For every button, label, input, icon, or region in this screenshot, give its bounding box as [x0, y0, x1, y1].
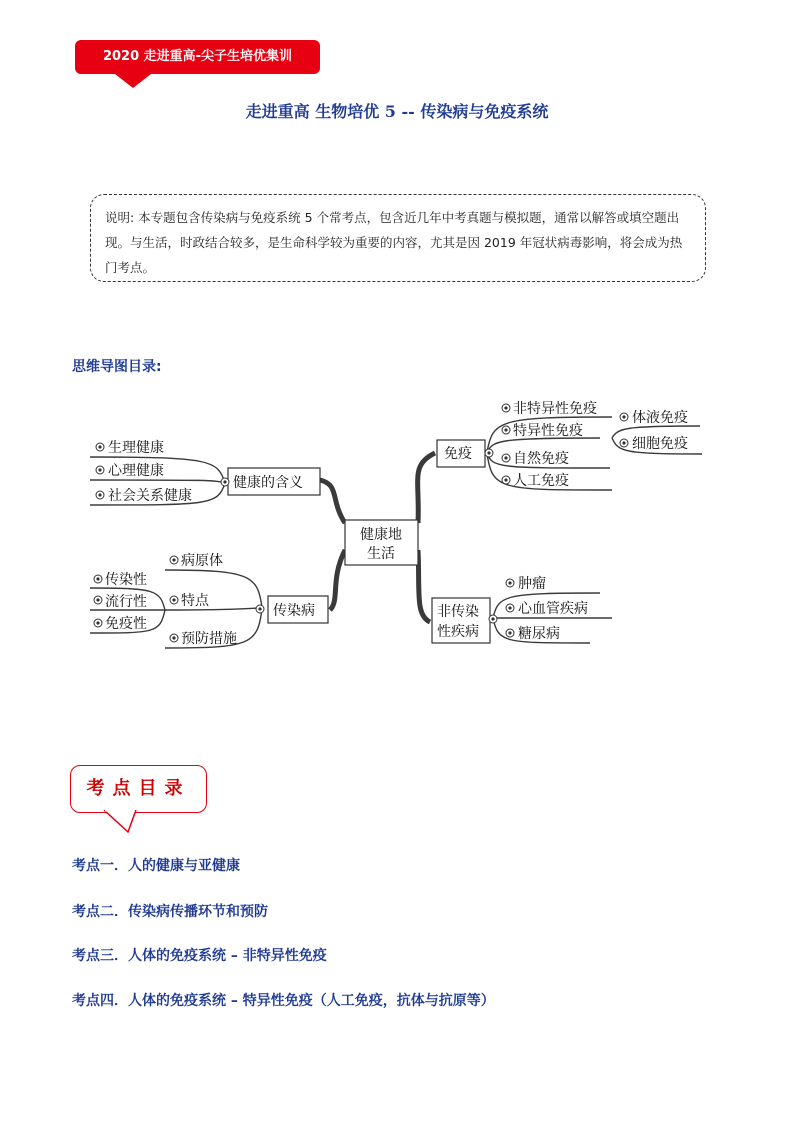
badge-tail: [115, 74, 151, 88]
edge-immunity: [418, 453, 435, 523]
immunity-item: 非特异性免疫: [513, 401, 597, 417]
infectious-item: 预防措施: [181, 631, 237, 647]
center-line-1: 健康地: [360, 527, 402, 543]
immunity-item: 自然免疫: [513, 451, 569, 467]
noninfectious-line-1: 非传染: [437, 604, 479, 620]
noninfectious-item: 心血管疾病: [518, 601, 588, 617]
noninfectious-line-2: 性疾病: [437, 624, 479, 640]
mind-map: [0, 390, 794, 670]
toc-item-3[interactable]: 考点三．人体的免疫系统 – 非特异性免疫: [72, 948, 327, 964]
infectious-item: 特点: [181, 593, 209, 609]
immunity-item: 特异性免疫: [513, 423, 583, 439]
health-label: 健康的含义: [233, 475, 303, 491]
toc-item-2[interactable]: 考点二．传染病传播环节和预防: [72, 904, 268, 920]
toc-item-1[interactable]: 考点一．人的健康与亚健康: [72, 858, 240, 874]
callout-tail: [102, 810, 142, 834]
intro-note: 说明: 本专题包含传染病与免疫系统 5 个常考点，包含近几年中考真题与模拟题，通常以解答或填空题出现。与生活，时政结合较多，是生命科学较为重要的内容，尤其是因 2019 年冠状病毒影响，将会成为热门考点。: [90, 194, 706, 282]
health-item: 心理健康: [108, 463, 164, 479]
feature-item: 流行性: [105, 594, 147, 610]
specific-item: 细胞免疫: [632, 436, 688, 452]
health-item: 生理健康: [108, 440, 164, 456]
series-badge: 2020 走进重高-尖子生培优集训: [75, 40, 320, 74]
edge-infectious: [330, 550, 345, 610]
infectious-item: 病原体: [181, 553, 223, 569]
infectious-label: 传染病: [273, 603, 315, 619]
health-item: 社会关系健康: [108, 488, 192, 504]
toc-item-4[interactable]: 考点四．人体的免疫系统 – 特异性免疫（人工免疫，抗体与抗原等）: [72, 993, 495, 1009]
toc-callout: 考点目录: [70, 765, 207, 813]
mindmap-heading: 思维导图目录:: [72, 359, 162, 375]
center-line-2: 生活: [367, 546, 395, 562]
feature-item: 免疫性: [105, 616, 147, 632]
noninfectious-item: 肿瘤: [518, 576, 546, 592]
noninfectious-item: 糖尿病: [518, 626, 560, 642]
feature-item: 传染性: [105, 572, 147, 588]
specific-item: 体液免疫: [632, 410, 688, 426]
immunity-item: 人工免疫: [513, 473, 569, 489]
edge-health: [320, 480, 345, 523]
edge-noninfectious: [418, 550, 430, 622]
page-title: 走进重高 生物培优 5 -- 传染病与免疫系统: [245, 102, 549, 121]
immunity-label: 免疫: [444, 446, 472, 462]
